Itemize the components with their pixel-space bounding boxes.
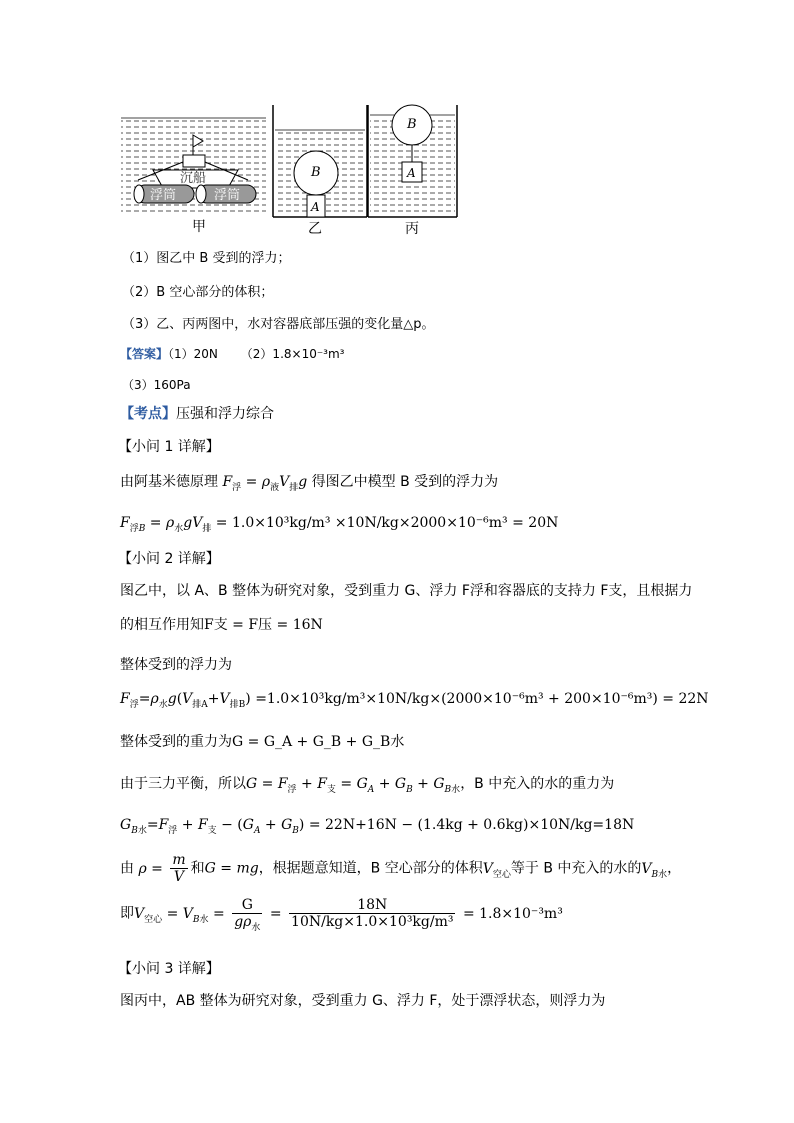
answer-tag: 【答案】	[120, 347, 169, 361]
question-2: （2）B 空心部分的体积；	[122, 285, 274, 300]
block-a-label-bing: A	[407, 166, 416, 180]
part2-heading: 【小问 2 详解】	[118, 551, 220, 567]
archimedes-formula: $F_浮 = \rho_液V_排g$	[222, 474, 308, 493]
kaodian-line	[120, 405, 274, 423]
kaodian-tag: 【考点】	[120, 406, 176, 422]
block-a-label-yi: A	[311, 200, 320, 214]
part2-line1: 图乙中，以 A、B 整体为研究对象，受到重力 G、浮力 F浮和容器底的支持力 F支，且根据力	[120, 583, 693, 599]
ball-b-label-bing: B	[407, 117, 417, 132]
figure-caption-jia: 甲	[192, 219, 206, 235]
part2-volume-line: 即$V_{空心} = V_{B水}$ = $\frac{G}{g\rho_水}$ = $\frac{18N}{\text{10N/kg×1.0×10³kg/m³}}$ = 1.8×10⁻³m³	[120, 897, 563, 933]
part2-rho-line: 由 ρ = $\frac{m}{V}$ 和G = mg，根据题意知道，B 空心部分的体积$V_{空心}$等于 B 中充入的水的$V_{B水}$，	[120, 852, 682, 885]
part3-line1: 图丙中，AB 整体为研究对象，受到重力 G、浮力 F，处于漂浮状态，则浮力为	[120, 993, 606, 1009]
answer-line	[120, 345, 345, 363]
part2-balance-line: 由于三力平衡，所以$G = F_浮 + F_支 = G_A + G_B + G_{B水}$，B 中充入的水的重力为	[120, 776, 615, 795]
kaodian-text: 压强和浮力综合	[176, 406, 274, 422]
ship-label: 沉船	[180, 171, 207, 186]
ball-b-label-yi: B	[311, 165, 321, 180]
part1-line1: 由阿基米德原理 $F_浮 = \rho_液V_排g$ 得图乙中模型 B 受到的浮力为	[120, 474, 499, 493]
question-1: （1）图乙中 B 受到的浮力；	[122, 251, 291, 266]
figure-caption-yi: 乙	[308, 221, 322, 237]
part2-weight-line: 整体受到的重力为G = G_A + G_B + G_B水	[120, 734, 405, 750]
equation-1: $F_{浮B} = \rho_水gV_排 = 1.0\times 10^3kg/m^3 \times 10N/kg\times 2000\times 10^{-6}m^3 = 20N$	[120, 515, 559, 534]
buoy-label-left: 浮筒	[150, 188, 177, 203]
figure-yi	[273, 105, 367, 217]
part3-heading: 【小问 3 详解】	[118, 961, 220, 977]
figure-jia	[121, 118, 266, 216]
part1-heading: 【小问 1 详解】	[118, 439, 220, 455]
figure-caption-bing: 丙	[405, 221, 419, 237]
part2-line2: 的相互作用知F支 = F压 = 16N	[120, 617, 323, 633]
buoy-label-right: 浮筒	[214, 188, 241, 203]
support-force-eq: F支 = F压 = 16N	[204, 617, 323, 633]
answer-2: （2）1.8×10⁻³m³	[240, 347, 345, 361]
answer-3: （3）160Pa	[122, 378, 191, 392]
equation-water-weight: $G_{B水}=F_浮 + F_支 - (G_A + G_B) = 22N+16N - (1.4kg + 0.6kg)\times 10N/kg=18N$	[120, 817, 635, 836]
question-3: （3）乙、丙两图中，水对容器底部压强的变化量△p。	[122, 317, 435, 332]
balance-eq: $G = F_浮 + F_支 = G_A + G_B + G_{B水}$	[246, 776, 461, 795]
weight-eq: G = G_A + G_B + G_B水	[232, 734, 405, 750]
part2-line3: 整体受到的浮力为	[120, 657, 232, 673]
equation-buoyancy: $F_浮=\rho_水g(V_{排A}+V_{排B}) =1.0\times 10^3kg/m^3\times 10N/kg\times(2000\times 10^{-6}m^3 + 200\times 10^{-6}m^3) = 22N$	[120, 691, 709, 710]
answer-1: （1）20N	[168, 347, 218, 361]
